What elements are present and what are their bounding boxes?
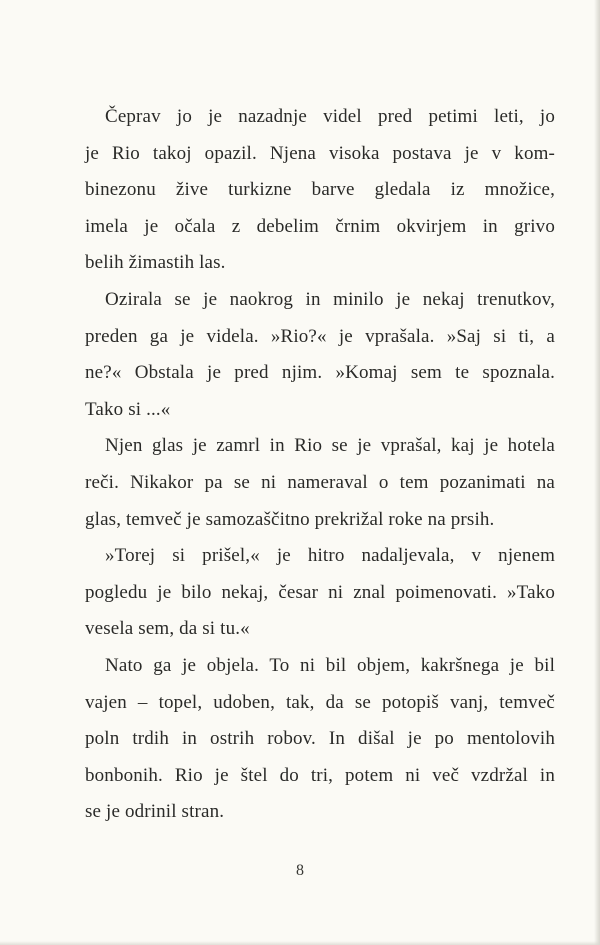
paragraph — [85, 99, 555, 282]
text-line: belih žimastih las. — [85, 252, 226, 274]
text-line: reči. Nikakor pa se ni nameraval o tem pozanimati na — [85, 471, 555, 493]
text-line: binezonu žive turkizne barve gledala iz množice, — [85, 179, 555, 201]
text-line: je Rio takoj opazil. Njena visoka postava je v kom- — [85, 142, 555, 164]
text-line: vesela sem, da si tu.« — [85, 618, 250, 640]
text-line: glas, temveč je samozaščitno prekrižal roke na prsih. — [85, 508, 495, 530]
text-line: Čeprav jo je nazadnje videl pred petimi leti, jo — [105, 106, 555, 127]
paragraph — [85, 648, 555, 831]
text-line: Ozirala se je naokrog in minilo je nekaj trenutkov, — [105, 288, 555, 310]
body-text — [85, 99, 555, 831]
paragraph — [85, 538, 555, 648]
text-line: se je odrinil stran. — [85, 801, 225, 823]
text-line: Njen glas je zamrl in Rio se je vprašal, kaj je hotela — [105, 435, 555, 457]
text-line: pogledu je bilo nekaj, česar ni znal poimenovati. »Tako — [85, 581, 555, 603]
text-line: vajen – topel, udoben, tak, da se potopiš vanj, temveč — [85, 691, 555, 713]
paragraph — [85, 282, 555, 428]
text-line: preden ga je videla. »Rio?« je vprašala. »Saj si ti, a — [85, 325, 555, 347]
text-line: »Torej si prišel,« je hitro nadaljevala, v njenem — [105, 545, 555, 567]
text-line: Tako si ...« — [85, 398, 171, 420]
text-line: imela je očala z debelim črnim okvirjem in grivo — [85, 215, 555, 237]
text-line: poln trdih in ostrih robov. In dišal je po mentolovih — [85, 728, 555, 750]
text-line: ne?« Obstala je pred njim. »Komaj sem te spoznala. — [85, 362, 555, 384]
text-line: bonbonih. Rio je štel do tri, potem ni več vzdržal in — [85, 764, 555, 786]
page-edge-shadow — [594, 0, 600, 945]
paragraph — [85, 428, 555, 538]
text-line: Nato ga je objela. To ni bil objem, kakršnega je bil — [105, 654, 555, 676]
page-number: 8 — [296, 862, 304, 879]
page-bottom-shadow — [0, 941, 600, 945]
